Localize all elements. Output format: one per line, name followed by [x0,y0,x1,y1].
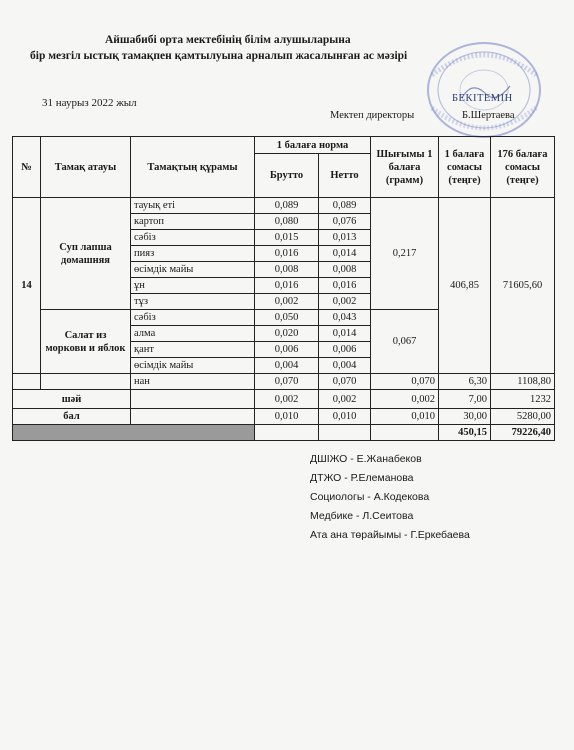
col-header-num: № [13,137,41,198]
bread-name: нан [131,374,255,390]
doc-title-line1: Айшабибі орта мектебінің білім алушыларына [105,34,351,46]
combined-cost-total: 71605,60 [491,198,555,374]
ingredient-name: тауық еті [131,198,255,214]
bread-cost-total: 1108,80 [491,374,555,390]
signature-line: ДШІЖО - Е.Жанабеков [310,453,422,465]
ingredient-name: тұз [131,294,255,310]
bread-yield: 0,070 [371,374,439,390]
ingredient-netto: 0,006 [319,342,371,358]
tea-netto: 0,002 [319,390,371,409]
ingredient-name: өсімдік майы [131,262,255,278]
col-header-norm: 1 балаға норма [255,137,371,154]
ingredient-name: қант [131,342,255,358]
menu-table [12,136,555,441]
signature-line: Медбике - Л.Сеитова [310,510,414,522]
col-header-composition: Тамақтың құрамы [131,137,255,198]
bread-brutto: 0,070 [255,374,319,390]
bread-cost-one: 6,30 [439,374,491,390]
signature-line: ДТЖО - Р.Елеманова [310,472,414,484]
honey-cost-total: 5280,00 [491,409,555,425]
honey-name: бал [13,409,131,425]
table-row [13,198,555,214]
ingredient-brutto: 0,006 [255,342,319,358]
dish-yield-salad: 0,067 [371,310,439,374]
ingredient-netto: 0,089 [319,198,371,214]
table-row [13,374,555,390]
header-row-1 [13,137,555,154]
tea-yield: 0,002 [371,390,439,409]
tea-cost-one: 7,00 [439,390,491,409]
tea-brutto: 0,002 [255,390,319,409]
combined-cost-one: 406,85 [439,198,491,374]
ingredient-brutto: 0,015 [255,230,319,246]
ingredient-name: сәбіз [131,230,255,246]
col-header-cost-total: 176 балаға сомасы (теңге) [491,137,555,198]
ingredient-name: сәбіз [131,310,255,326]
signature-line: Социологы - А.Кодекова [310,491,430,503]
doc-title-line2: бір мезгіл ыстық тамақпен қамтылуына арналып жасалынған ас мәзірі [30,50,408,62]
table-row-total [13,425,555,441]
honey-yield: 0,010 [371,409,439,425]
ingredient-name: ұн [131,278,255,294]
dish-name-salad: Салат из моркови и яблок [41,310,131,374]
doc-date: 31 наурыз 2022 жыл [42,97,137,109]
signature-line: Ата ана төрайымы - Г.Еркебаева [310,529,470,541]
ingredient-brutto: 0,050 [255,310,319,326]
ingredient-netto: 0,043 [319,310,371,326]
ingredient-netto: 0,076 [319,214,371,230]
dish-yield-soup: 0,217 [371,198,439,310]
table-row [13,409,555,425]
ingredient-brutto: 0,016 [255,246,319,262]
table-row [13,390,555,409]
ingredient-netto: 0,008 [319,262,371,278]
director-label: Мектеп директоры [330,110,415,121]
ingredient-brutto: 0,004 [255,358,319,374]
col-header-yield: Шығымы 1 балаға (грамм) [371,137,439,198]
honey-cost-one: 30,00 [439,409,491,425]
ingredient-name: өсімдік майы [131,358,255,374]
official-stamp-icon [412,40,542,140]
ingredient-brutto: 0,020 [255,326,319,342]
ingredient-name: картоп [131,214,255,230]
col-header-netto: Нетто [319,154,371,198]
director-name: Б.Шертаева [462,110,515,121]
ingredient-netto: 0,014 [319,246,371,262]
ingredient-name: пияз [131,246,255,262]
day-number: 14 [13,198,41,374]
tea-name: шәй [13,390,131,409]
ingredient-netto: 0,014 [319,326,371,342]
col-header-brutto: Брутто [255,154,319,198]
honey-netto: 0,010 [319,409,371,425]
total-cost-total: 79226,40 [491,425,555,441]
tea-cost-total: 1232 [491,390,555,409]
ingredient-netto: 0,013 [319,230,371,246]
col-header-dish: Тамақ атауы [41,137,131,198]
ingredient-name: алма [131,326,255,342]
approve-label: БЕКІТЕМІН [452,93,513,104]
ingredient-netto: 0,004 [319,358,371,374]
ingredient-netto: 0,002 [319,294,371,310]
honey-brutto: 0,010 [255,409,319,425]
ingredient-brutto: 0,008 [255,262,319,278]
dish-name-soup: Суп лапша домашняя [41,198,131,310]
ingredient-brutto: 0,089 [255,198,319,214]
bread-netto: 0,070 [319,374,371,390]
ingredient-brutto: 0,016 [255,278,319,294]
ingredient-brutto: 0,002 [255,294,319,310]
ingredient-netto: 0,016 [319,278,371,294]
total-cost-one: 450,15 [439,425,491,441]
col-header-cost-one: 1 балаға сомасы (теңге) [439,137,491,198]
redacted-total-label [13,425,255,441]
ingredient-brutto: 0,080 [255,214,319,230]
